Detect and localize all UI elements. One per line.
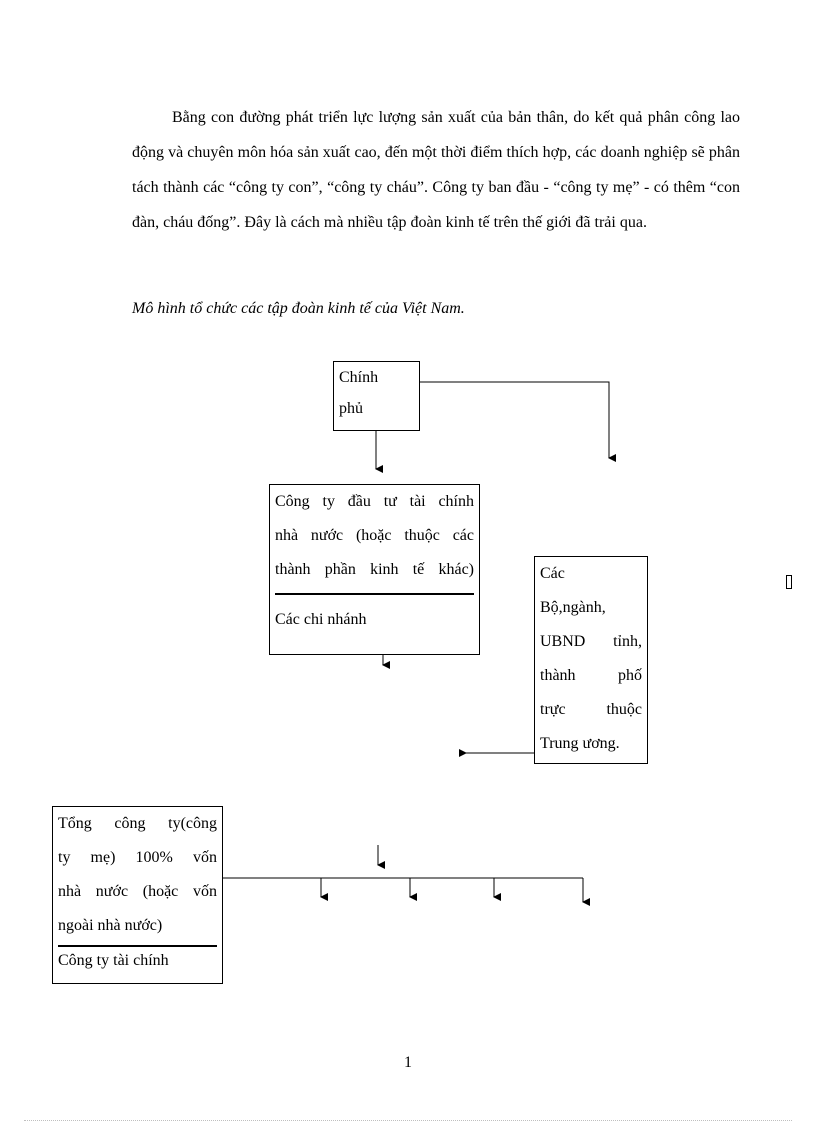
government-box: [333, 361, 420, 431]
investment-line-2: nhà nước (hoặc thuộc các: [275, 527, 474, 544]
investment-line-3: thành phần kinh tế khác): [275, 561, 474, 578]
ministries-line-5: trực thuộc: [540, 701, 642, 718]
page-bottom-dotted-rule: [24, 1120, 792, 1121]
investment-company-box: [269, 484, 480, 655]
ministries-line-6: Trung ương.: [540, 735, 620, 752]
parent-line-1: Tổng công ty(công: [58, 815, 217, 832]
government-line-2: phủ: [339, 400, 363, 417]
ministries-line-3: UBND tỉnh,: [540, 633, 642, 650]
margin-mark: [786, 575, 792, 589]
connector-government-right: [420, 382, 609, 458]
parent-line-4: ngoài nhà nước): [58, 917, 163, 934]
ministries-line-2: Bộ,ngành,: [540, 599, 606, 616]
section-heading: Mô hình tổ chức các tập đoàn kinh tế của Việt Nam.: [132, 300, 465, 317]
government-line-1: Chính: [339, 369, 379, 386]
finance-company-label: Công ty tài chính: [58, 952, 169, 969]
parent-line-3: nhà nước (hoặc vốn: [58, 883, 217, 900]
ministries-line-1: Các: [540, 565, 565, 582]
intro-paragraph: Bằng con đường phát triển lực lượng sản xuất của bản thân, do kết quả phân công lao động và chuyên môn hóa sản xuất cao, đến một thời điểm thích hợp, các doanh nghiệp sẽ phân tách thành các “công ty con”, “công ty cháu”. Công ty ban đầu - “công ty mẹ” - có thêm “con đàn, cháu đống”. Đây là cách mà nhiều tập đoàn kinh tế trên thế giới đã trải qua.: [132, 109, 740, 231]
investment-divider: [275, 593, 474, 595]
ministries-line-4: thành phố: [540, 667, 642, 684]
parent-company-box: [52, 806, 223, 984]
parent-line-2: ty mẹ) 100% vốn: [58, 849, 217, 866]
ministries-box: [534, 556, 648, 764]
branches-label: Các chi nhánh: [275, 611, 367, 628]
investment-line-1: Công ty đầu tư tài chính: [275, 493, 474, 510]
page-number: 1: [404, 1054, 412, 1071]
